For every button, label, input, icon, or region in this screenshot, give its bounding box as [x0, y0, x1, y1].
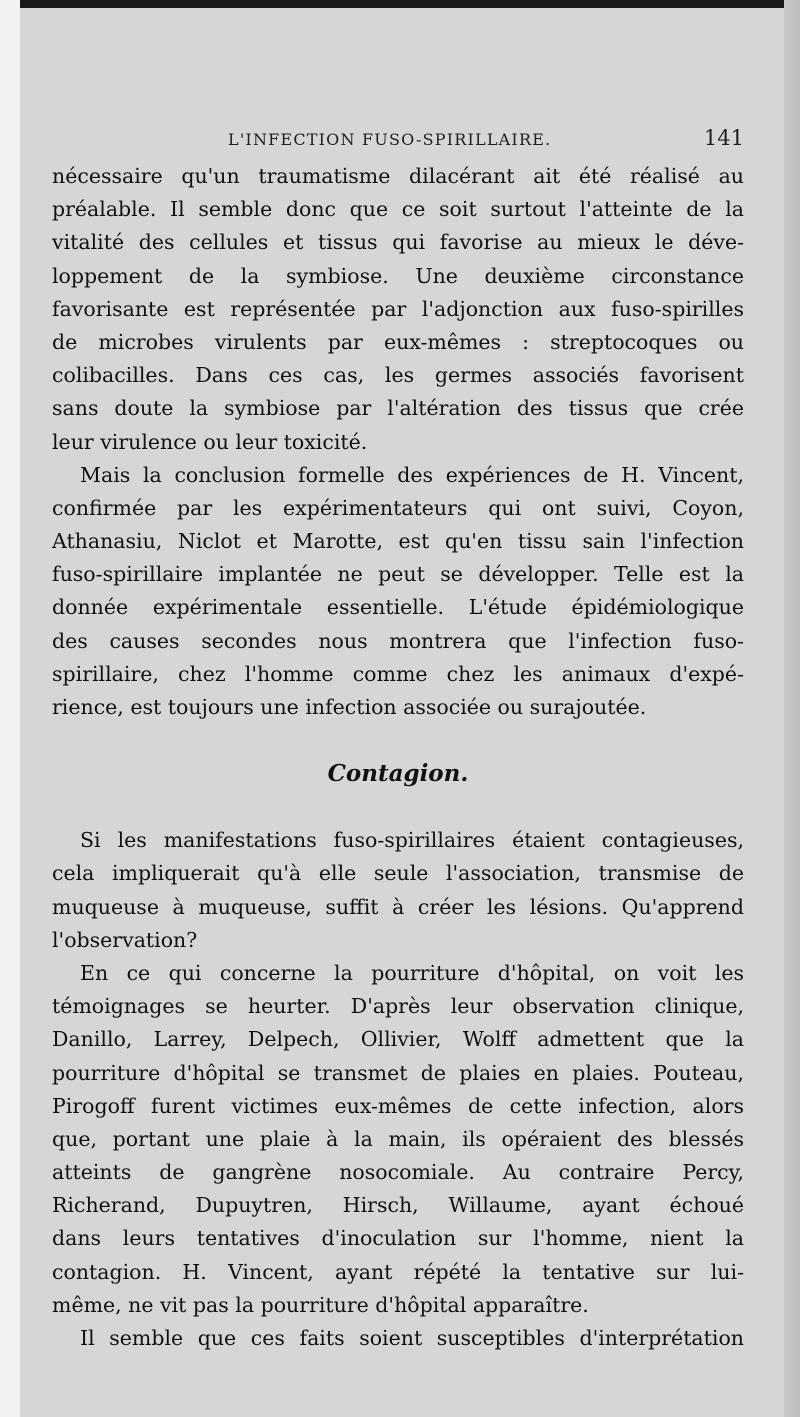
text-line: muqueuse à muqueuse, suffit à créer les lésions. Qu'apprend: [52, 894, 744, 919]
page-header: [52, 126, 744, 160]
text-line: fuso-spirillaire implantée ne peut se développer. Telle est la: [52, 562, 744, 587]
text-line: Richerand, Dupuytren, Hirsch, Willaume, ayant échoué: [52, 1193, 744, 1218]
scan-left-margin: [0, 0, 20, 1417]
text-line: cela impliquerait qu'à elle seule l'association, transmise de: [52, 861, 744, 886]
paragraph-1: [52, 160, 744, 459]
text-line: spirillaire, chez l'homme comme chez les animaux d'expé-: [52, 661, 744, 686]
text-line: Il semble que ces faits soient susceptibles d'interprétation: [80, 1326, 744, 1350]
text-line: Mais la conclusion formelle des expériences de H. Vincent,: [80, 462, 744, 487]
text-line: l'observation?: [52, 927, 198, 952]
text-line: des causes secondes nous montrera que l'infection fuso-: [52, 628, 744, 653]
text-line: colibacilles. Dans ces cas, les germes associés favorisent: [52, 363, 744, 388]
text-line: même, ne vit pas la pourriture d'hôpital apparaître.: [52, 1292, 589, 1317]
page-number: 141: [703, 126, 744, 150]
text-line: nécessaire qu'un traumatisme dilacérant ait été réalisé au: [52, 164, 744, 188]
text-line: pourriture d'hôpital se transmet de plaies en plaies. Pouteau,: [52, 1060, 744, 1085]
paragraph-4: [52, 957, 744, 1322]
text-line: de microbes virulents par eux-mêmes : streptocoques ou: [52, 329, 744, 354]
text-line: Si les manifestations fuso-spirillaires étaient contagieuses,: [80, 828, 744, 853]
text-line: Danillo, Larrey, Delpech, Ollivier, Wolff admettent que la: [52, 1027, 744, 1052]
paragraph-2: [52, 459, 744, 725]
body-text: [52, 160, 744, 1355]
text-line: leur virulence ou leur toxicité.: [52, 429, 368, 454]
text-line: sans doute la symbiose par l'altération des tissus que crée: [52, 396, 744, 421]
text-line: Pirogoff furent victimes eux-mêmes de cette infection, alors: [52, 1093, 744, 1118]
text-line: En ce qui concerne la pourriture d'hôpital, on voit les: [80, 960, 744, 985]
text-line: préalable. Il semble donc que ce soit surtout l'atteinte de la: [52, 197, 744, 222]
text-line: contagion. H. Vincent, ayant répété la tentative sur lui-: [52, 1259, 744, 1284]
text-line: favorisante est représentée par l'adjonction aux fuso-spirilles: [52, 296, 744, 321]
scan-top-border: [0, 0, 800, 8]
paragraph-5: [52, 1322, 744, 1355]
text-line: que, portant une plaie à la main, ils opéraient des blessés: [52, 1126, 744, 1151]
text-line: dans leurs tentatives d'inoculation sur l'homme, nient la: [52, 1226, 744, 1251]
text-line: confirmée par les expérimentateurs qui ont suivi, Coyon,: [52, 495, 744, 520]
running-title: L'INFECTION FUSO-SPIRILLAIRE.: [228, 130, 552, 149]
text-line: loppement de la symbiose. Une deuxième circonstance: [52, 263, 744, 288]
paragraph-3: [52, 824, 744, 957]
section-heading: Contagion.: [327, 760, 469, 788]
text-line: Athanasiu, Niclot et Marotte, est qu'en tissu sain l'infection: [52, 529, 744, 554]
text-line: rience, est toujours une infection associée ou surajoutée.: [52, 695, 647, 719]
scan-right-margin: [784, 0, 800, 1417]
text-line: témoignages se heurter. D'après leur observation clinique,: [52, 994, 744, 1019]
text-line: vitalité des cellules et tissus qui favorise au mieux le déve-: [52, 230, 744, 255]
text-line: atteints de gangrène nosocomiale. Au contraire Percy,: [52, 1160, 744, 1185]
text-line: donnée expérimentale essentielle. L'étude épidémiologique: [52, 595, 744, 620]
